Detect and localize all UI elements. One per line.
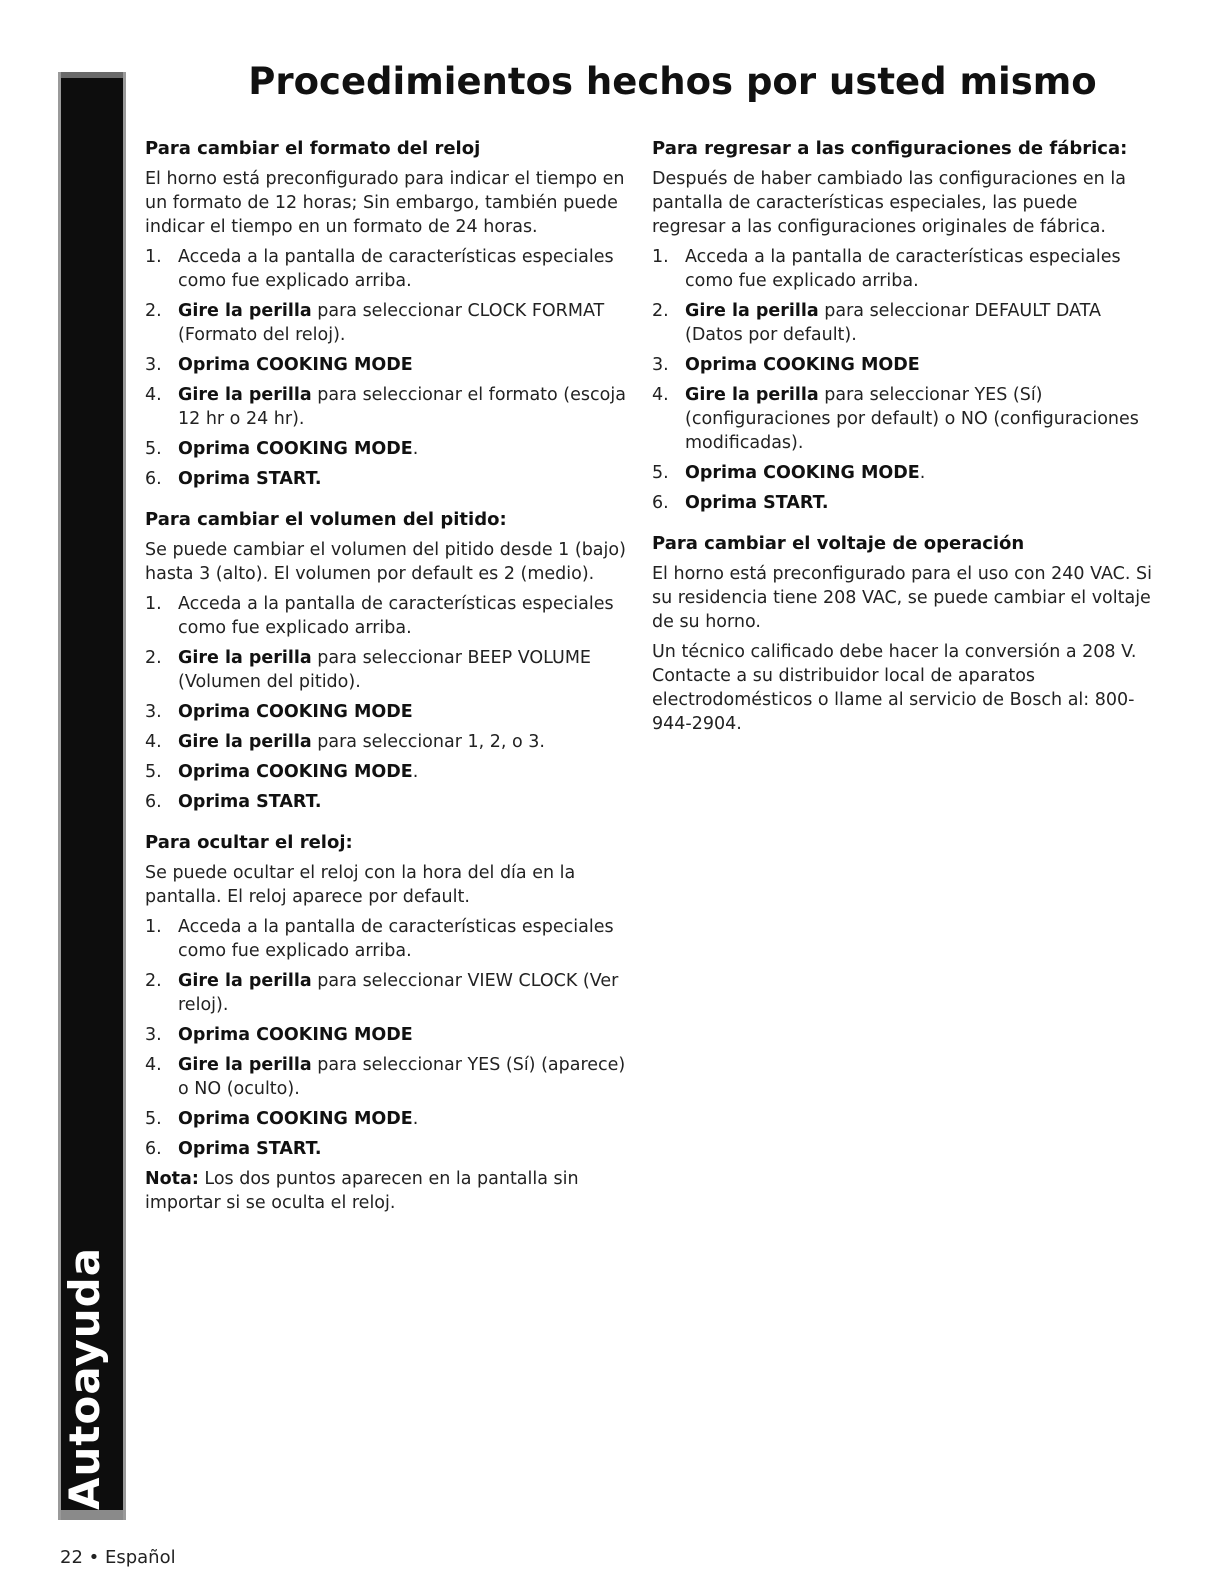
step-item	[145, 1137, 635, 1161]
step-text	[178, 700, 635, 724]
step-number: 5.	[145, 1109, 162, 1129]
step-text	[178, 730, 635, 754]
step-action: Oprima COOKING MODE	[178, 355, 413, 375]
step-text	[178, 467, 635, 491]
step-detail: Acceda a la pantalla de características especiales como fue explicado arriba.	[685, 247, 1121, 291]
step-detail: para seleccionar BEEP VOLUME (Volumen del pitido).	[178, 648, 591, 692]
step-number: 5.	[652, 463, 669, 483]
step-item	[145, 437, 635, 461]
steps-list	[652, 245, 1152, 515]
step-detail: para seleccionar YES (Sí) (configuraciones por default) o NO (configuraciones modificadas).	[685, 385, 1139, 453]
note-label: Nota:	[145, 1169, 199, 1189]
step-number: 4.	[652, 385, 669, 405]
step-number: 4.	[145, 385, 162, 405]
step-detail: para seleccionar DEFAULT DATA (Datos por default).	[685, 301, 1101, 345]
step-item	[145, 299, 635, 347]
step-text	[178, 760, 635, 784]
step-text	[178, 299, 635, 347]
side-tab-bottom-shade	[61, 1510, 123, 1520]
section	[652, 533, 1152, 736]
section-heading: Para cambiar el volumen del pitido:	[145, 509, 507, 530]
step-item	[145, 245, 635, 293]
step-text	[178, 1023, 635, 1047]
step-item	[145, 467, 635, 491]
step-detail: .	[412, 1109, 419, 1129]
step-number: 6.	[145, 469, 162, 489]
left-column	[145, 138, 635, 1233]
step-text	[178, 383, 635, 431]
side-tab-label: Autoayuda	[60, 1246, 109, 1510]
step-detail: .	[412, 439, 419, 459]
step-action: Oprima START.	[178, 792, 322, 812]
steps-list	[145, 915, 635, 1161]
step-number: 6.	[652, 493, 669, 513]
section	[652, 138, 1152, 515]
section	[145, 509, 635, 814]
step-item	[145, 760, 635, 784]
step-action: Oprima COOKING MODE	[178, 439, 413, 459]
step-item	[145, 646, 635, 694]
step-detail: para seleccionar VIEW CLOCK (Ver reloj).	[178, 971, 619, 1015]
step-text	[178, 353, 635, 377]
step-item	[145, 353, 635, 377]
step-item	[652, 353, 1152, 377]
step-number: 3.	[145, 355, 162, 375]
step-action: Oprima START.	[178, 469, 322, 489]
step-text	[178, 646, 635, 694]
step-action: Gire la perilla	[685, 385, 819, 405]
step-item	[652, 491, 1152, 515]
step-item	[652, 245, 1152, 293]
section-paragraph: El horno está preconfigurado para el uso con 240 VAC. Si su residencia tiene 208 VAC, se puede cambiar el voltaje de su horno.	[652, 564, 1152, 632]
step-number: 6.	[145, 792, 162, 812]
section	[145, 138, 635, 491]
step-detail: para seleccionar YES (Sí) (aparece) o NO (oculto).	[178, 1055, 626, 1099]
step-number: 3.	[145, 1025, 162, 1045]
step-action: Gire la perilla	[178, 732, 312, 752]
step-item	[145, 592, 635, 640]
step-number: 4.	[145, 732, 162, 752]
step-action: Oprima START.	[178, 1139, 322, 1159]
step-number: 4.	[145, 1055, 162, 1075]
step-number: 3.	[652, 355, 669, 375]
page-title: Procedimientos hechos por usted mismo	[248, 60, 1097, 103]
step-text	[178, 1107, 635, 1131]
step-detail: .	[919, 463, 926, 483]
step-number: 1.	[145, 594, 162, 614]
step-number: 3.	[145, 702, 162, 722]
step-action: Gire la perilla	[178, 971, 312, 991]
step-detail: Acceda a la pantalla de características especiales como fue explicado arriba.	[178, 247, 614, 291]
step-number: 2.	[145, 301, 162, 321]
step-number: 2.	[652, 301, 669, 321]
step-item	[145, 383, 635, 431]
step-text	[685, 461, 1152, 485]
step-number: 5.	[145, 439, 162, 459]
note-text: Los dos puntos aparecen en la pantalla sin importar si se oculta el reloj.	[145, 1169, 579, 1213]
step-action: Oprima COOKING MODE	[178, 1109, 413, 1129]
step-text	[685, 383, 1152, 455]
step-number: 1.	[145, 917, 162, 937]
section	[145, 832, 635, 1215]
section-heading: Para cambiar el formato del reloj	[145, 138, 481, 159]
step-text	[685, 245, 1152, 293]
step-action: Gire la perilla	[685, 301, 819, 321]
step-action: Gire la perilla	[178, 648, 312, 668]
step-number: 6.	[145, 1139, 162, 1159]
step-item	[652, 383, 1152, 455]
step-item	[652, 299, 1152, 347]
step-number: 2.	[145, 971, 162, 991]
section-heading: Para cambiar el voltaje de operación	[652, 533, 1025, 554]
section-paragraph: Un técnico calificado debe hacer la conversión a 208 V. Contacte a su distribuidor local de aparatos electrodomésticos o llame al servicio de Bosch al: 800-944-2904.	[652, 642, 1137, 734]
steps-list	[145, 592, 635, 814]
step-text	[178, 437, 635, 461]
step-number: 5.	[145, 762, 162, 782]
note	[145, 1167, 635, 1215]
steps-list	[145, 245, 635, 491]
step-number: 1.	[145, 247, 162, 267]
step-item	[145, 730, 635, 754]
section-heading: Para ocultar el reloj:	[145, 832, 353, 853]
step-item	[652, 461, 1152, 485]
step-detail: para seleccionar CLOCK FORMAT (Formato del reloj).	[178, 301, 605, 345]
step-number: 1.	[652, 247, 669, 267]
step-item	[145, 915, 635, 963]
step-detail: Acceda a la pantalla de características especiales como fue explicado arriba.	[178, 594, 614, 638]
right-column	[652, 138, 1152, 754]
step-number: 2.	[145, 648, 162, 668]
side-tab-top-shade	[61, 72, 123, 78]
section-heading: Para regresar a las configuraciones de fábrica:	[652, 138, 1128, 159]
step-text	[178, 1053, 635, 1101]
step-item	[145, 700, 635, 724]
step-text	[178, 790, 635, 814]
step-detail: .	[412, 762, 419, 782]
step-item	[145, 969, 635, 1017]
step-detail: para seleccionar 1, 2, o 3.	[311, 732, 545, 752]
step-detail: para seleccionar el formato (escoja 12 hr o 24 hr).	[178, 385, 626, 429]
step-item	[145, 790, 635, 814]
step-action: Gire la perilla	[178, 301, 312, 321]
step-action: Oprima COOKING MODE	[685, 355, 920, 375]
step-action: Oprima START.	[685, 493, 829, 513]
section-paragraph: Después de haber cambiado las configuraciones en la pantalla de características especiales, las puede regresar a las configuraciones originales de fábrica.	[652, 169, 1126, 237]
step-text	[178, 915, 635, 963]
page-footer: 22 • Español	[60, 1547, 176, 1568]
step-action: Oprima COOKING MODE	[178, 702, 413, 722]
step-text	[178, 245, 635, 293]
step-text	[178, 1137, 635, 1161]
step-text	[685, 353, 1152, 377]
step-action: Gire la perilla	[178, 385, 312, 405]
section-paragraph: Se puede cambiar el volumen del pitido desde 1 (bajo) hasta 3 (alto). El volumen por default es 2 (medio).	[145, 540, 626, 584]
step-action: Oprima COOKING MODE	[178, 1025, 413, 1045]
step-text	[685, 491, 1152, 515]
step-action: Gire la perilla	[178, 1055, 312, 1075]
step-text	[685, 299, 1152, 347]
section-paragraph: El horno está preconfigurado para indicar el tiempo en un formato de 12 horas; Sin embargo, también puede indicar el tiempo en un formato de 24 horas.	[145, 169, 625, 237]
step-text	[178, 969, 635, 1017]
section-paragraph: Se puede ocultar el reloj con la hora del día en la pantalla. El reloj aparece por default.	[145, 863, 576, 907]
step-item	[145, 1023, 635, 1047]
step-action: Oprima COOKING MODE	[178, 762, 413, 782]
step-detail: Acceda a la pantalla de características especiales como fue explicado arriba.	[178, 917, 614, 961]
step-action: Oprima COOKING MODE	[685, 463, 920, 483]
step-text	[178, 592, 635, 640]
step-item	[145, 1053, 635, 1101]
step-item	[145, 1107, 635, 1131]
